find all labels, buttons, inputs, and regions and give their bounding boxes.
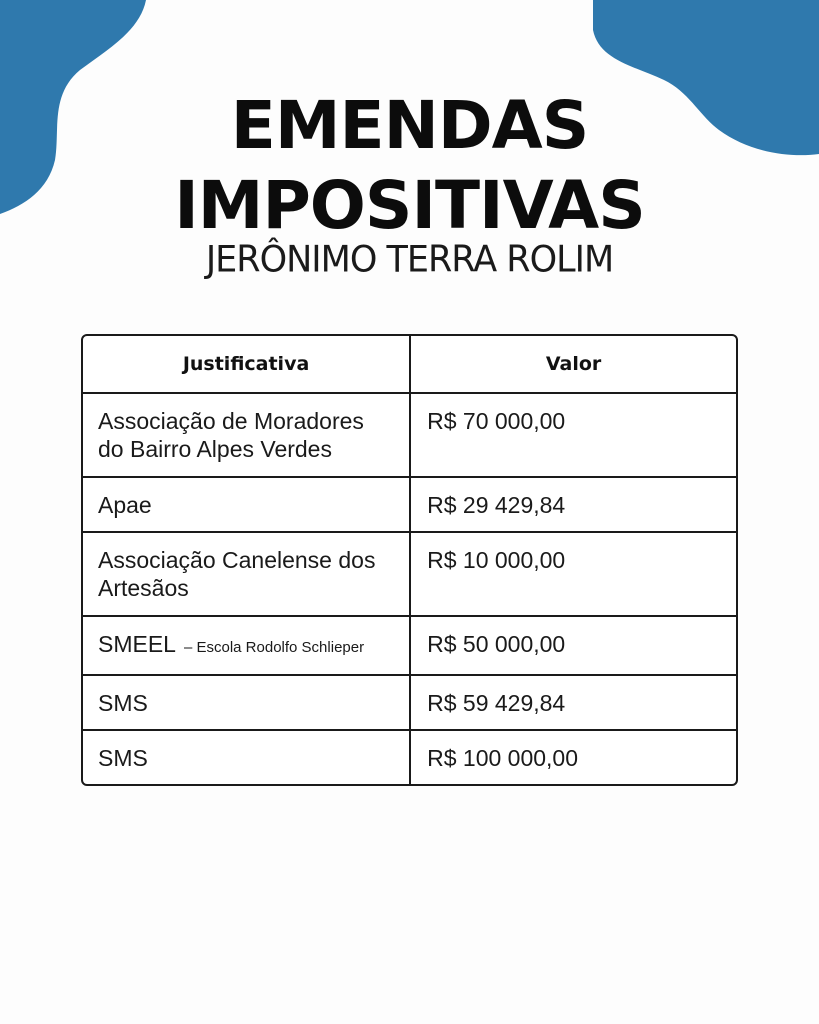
table-row: [83, 731, 736, 784]
cell-justificativa: [83, 394, 411, 478]
title-line-1: EMENDAS: [230, 87, 589, 164]
justificativa-text: Associação Canelense dos Artesãos: [98, 547, 376, 601]
justificativa-text: SMEEL: [98, 631, 176, 657]
justificativa-text: Apae: [98, 492, 152, 518]
amendments-table: [81, 334, 738, 786]
justificativa-note: – Escola Rodolfo Schlieper: [183, 639, 365, 656]
valor-text: R$ 100 000,00: [427, 745, 579, 771]
table-row: [83, 617, 736, 676]
table-row: [83, 533, 736, 617]
cell-valor: [411, 533, 736, 617]
cell-justificativa: [83, 731, 411, 784]
valor-text: R$ 50 000,00: [427, 631, 566, 657]
cell-valor: [411, 394, 736, 478]
valor-text: R$ 70 000,00: [427, 408, 566, 434]
justificativa-text: SMS: [98, 745, 148, 771]
cell-justificativa: [83, 478, 411, 533]
valor-text: R$ 59 429,84: [427, 690, 566, 716]
cell-justificativa: [83, 676, 411, 731]
cell-valor: [411, 731, 736, 784]
table-header-row: [83, 336, 736, 394]
cell-valor: [411, 617, 736, 676]
justificativa-text: SMS: [98, 690, 148, 716]
cell-valor: [411, 676, 736, 731]
justificativa-text: Associação de Moradores do Bairro Alpes Verdes: [98, 408, 364, 462]
title-line-2: IMPOSITIVAS: [174, 167, 645, 244]
table-row: [83, 394, 736, 478]
table-row: [83, 676, 736, 731]
valor-text: R$ 29 429,84: [427, 492, 566, 518]
table-row: [83, 478, 736, 533]
cell-justificativa: [83, 617, 411, 676]
title-block: [0, 86, 819, 280]
cell-valor: [411, 478, 736, 533]
subtitle-name: JERÔNIMO TERRA ROLIM: [205, 239, 614, 281]
header-valor: Valor: [411, 336, 736, 394]
header-justificativa: Justificativa: [83, 336, 411, 394]
valor-text: R$ 10 000,00: [427, 547, 566, 573]
cell-justificativa: [83, 533, 411, 617]
